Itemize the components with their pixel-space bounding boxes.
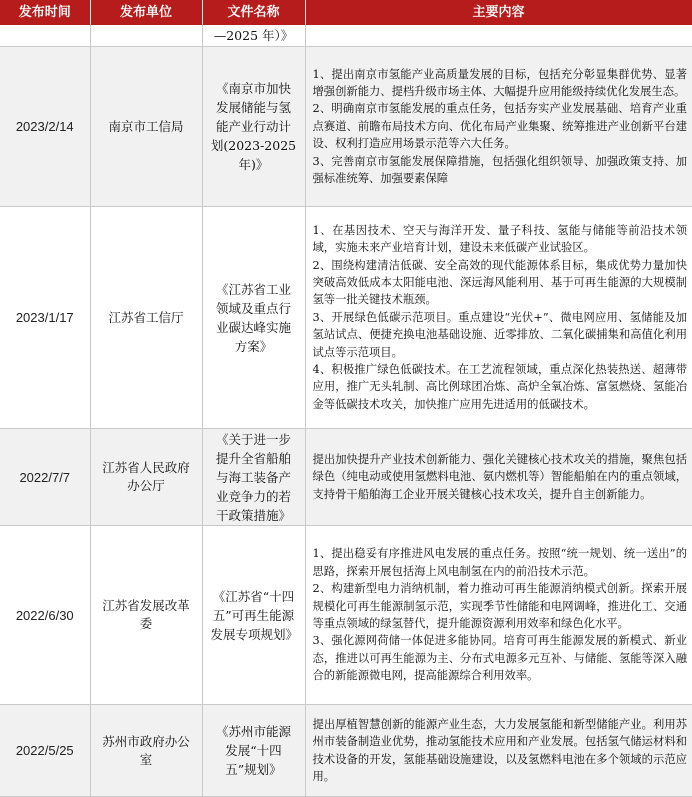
content-paragraph: 4、积极推广绿色低碳技术。在工艺流程领域，重点深化热装热送、超薄带应用，推广无头轧制、高比例球团冶炼、高炉全氧冶炼、富氢燃烧、氢能冶金等低碳技术攻关，加快推广应用先进适用的低碳技术。 bbox=[312, 363, 687, 411]
cell-content bbox=[305, 526, 692, 705]
content-paragraph: 2、明确南京市氢能发展的重点任务，包括夯实产业发展基础、培育产业重点赛道、前瞻布局技术方向、优化布局产业集聚、统筹推进产业创新平台建设、权利打造应用场景示范等六大任务。 bbox=[312, 102, 687, 151]
content-paragraph: 3、强化源网荷储一体促进多能协同。培育可再生能源发展的新模式、新业态，推进以可再生能源为主、分布式电源多元互补、与储能、氢能等深入融合的新能源微电网，提高能源综合利用效率。 bbox=[312, 634, 687, 683]
content-paragraph: 3、完善南京市氢能发展保障措施，包括强化组织领导、加强政策支持、加强标准统筹、加强要素保障 bbox=[312, 154, 687, 186]
cell-content bbox=[305, 47, 692, 207]
content-paragraph: 2、围绕构建清洁低碳、安全高效的现代能源体系目标，集成优势力量加快突破高效低成本太阳能电池、深远海风能利用、基于可再生能源的大规模制氢等一批关键技术瓶颈。 bbox=[312, 258, 687, 307]
cell-date: 2022/5/25 bbox=[0, 705, 90, 797]
cell-content bbox=[305, 207, 692, 429]
table-row bbox=[0, 705, 692, 797]
cell-org bbox=[90, 25, 202, 47]
content-paragraph: 提出厚植智慧创新的能源产业生态，大力发展氢能和新型储能产业。利用苏州市装备制造业优势，推动氢能技术应用和产业发展。包括氢气储运材料和技术设备的开发，氢能基础设施建设，以及氢燃料电池在多个领域的示范应用。 bbox=[312, 717, 687, 783]
cell-org: 南京市工信局 bbox=[90, 47, 202, 207]
content-paragraph: 2、构建新型电力消纳机制，着力推动可再生能源消纳模式创新。探索开展规模化可再生能源制氢示范，实现季节性储能和电网调峰，推进化工、交通等重点领域的绿氢替代，提升能源资源利用效率和绿色化水平。 bbox=[312, 582, 687, 630]
cell-doc: 《江苏省工业领域及重点行业碳达峰实施方案》 bbox=[202, 207, 305, 429]
header-content: 主要内容 bbox=[305, 0, 692, 25]
cell-date: 2023/2/14 bbox=[0, 47, 90, 207]
cell-date: 2022/6/30 bbox=[0, 526, 90, 705]
cell-org: 江苏省人民政府办公厅 bbox=[90, 429, 202, 526]
table-header-row bbox=[0, 0, 692, 25]
cell-doc: 《苏州市能源发展“十四五”规划》 bbox=[202, 705, 305, 797]
cell-doc: 《关于进一步提升全省船舶与海工装备产业竞争力的若干政策措施》 bbox=[202, 429, 305, 526]
content-paragraph: 1、提出南京市氢能产业高质量发展的目标，包括充分彰显集群优势、显著增强创新能力、提档升级市场主体、大幅提升应用能级持续优化发展生态。 bbox=[312, 67, 687, 98]
table-row-continuation bbox=[0, 25, 692, 47]
header-org: 发布单位 bbox=[90, 0, 202, 25]
content-paragraph: 3、开展绿色低碳示范项目。重点建设“光伏+”、微电网应用、氢储能及加氢站试点、便捷充换电池基础设施、近零排放、二氧化碳捕集和高值化利用试点等示范项目。 bbox=[312, 310, 687, 359]
cell-date bbox=[0, 25, 90, 47]
cell-org: 江苏省工信厅 bbox=[90, 207, 202, 429]
cell-content bbox=[305, 429, 692, 526]
cell-date: 2022/7/7 bbox=[0, 429, 90, 526]
cell-date: 2023/1/17 bbox=[0, 207, 90, 429]
cell-org: 江苏省发展改革委 bbox=[90, 526, 202, 705]
content-paragraph: 1、在基因技术、空天与海洋开发、量子科技、氢能与储能等前沿技术领域，实施未来产业培育计划，建设未来低碳产业试验区。 bbox=[312, 223, 687, 255]
cell-doc: 《南京市加快发展储能与氢能产业行动计划(2023-2025 年)》 bbox=[202, 47, 305, 207]
content-paragraph: 提出加快提升产业技术创新能力、强化关键核心技术攻关的措施，聚焦包括绿色（纯电动或使用氢燃料电池、氨内燃机等）智能船舶在内的重点领域，支持骨干船舶海工企业开展关键核心技术攻关，提升自主创新能力。 bbox=[312, 452, 687, 501]
table-row bbox=[0, 526, 692, 705]
content-paragraph: 1、提出稳妥有序推进风电发展的重点任务。按照“统一规划、统一送出”的思路，探索开展包括海上风电制氢在内的前沿技术示范。 bbox=[312, 547, 687, 578]
cell-content bbox=[305, 25, 692, 47]
header-date: 发布时间 bbox=[0, 0, 90, 25]
header-doc: 文件名称 bbox=[202, 0, 305, 25]
cell-org: 苏州市政府办公室 bbox=[90, 705, 202, 797]
cell-doc: 《江苏省“十四五”可再生能源发展专项规划》 bbox=[202, 526, 305, 705]
table-row bbox=[0, 207, 692, 429]
table-row bbox=[0, 47, 692, 207]
cell-doc: —2025 年）》 bbox=[202, 25, 305, 47]
table-row bbox=[0, 429, 692, 526]
cell-content bbox=[305, 705, 692, 797]
